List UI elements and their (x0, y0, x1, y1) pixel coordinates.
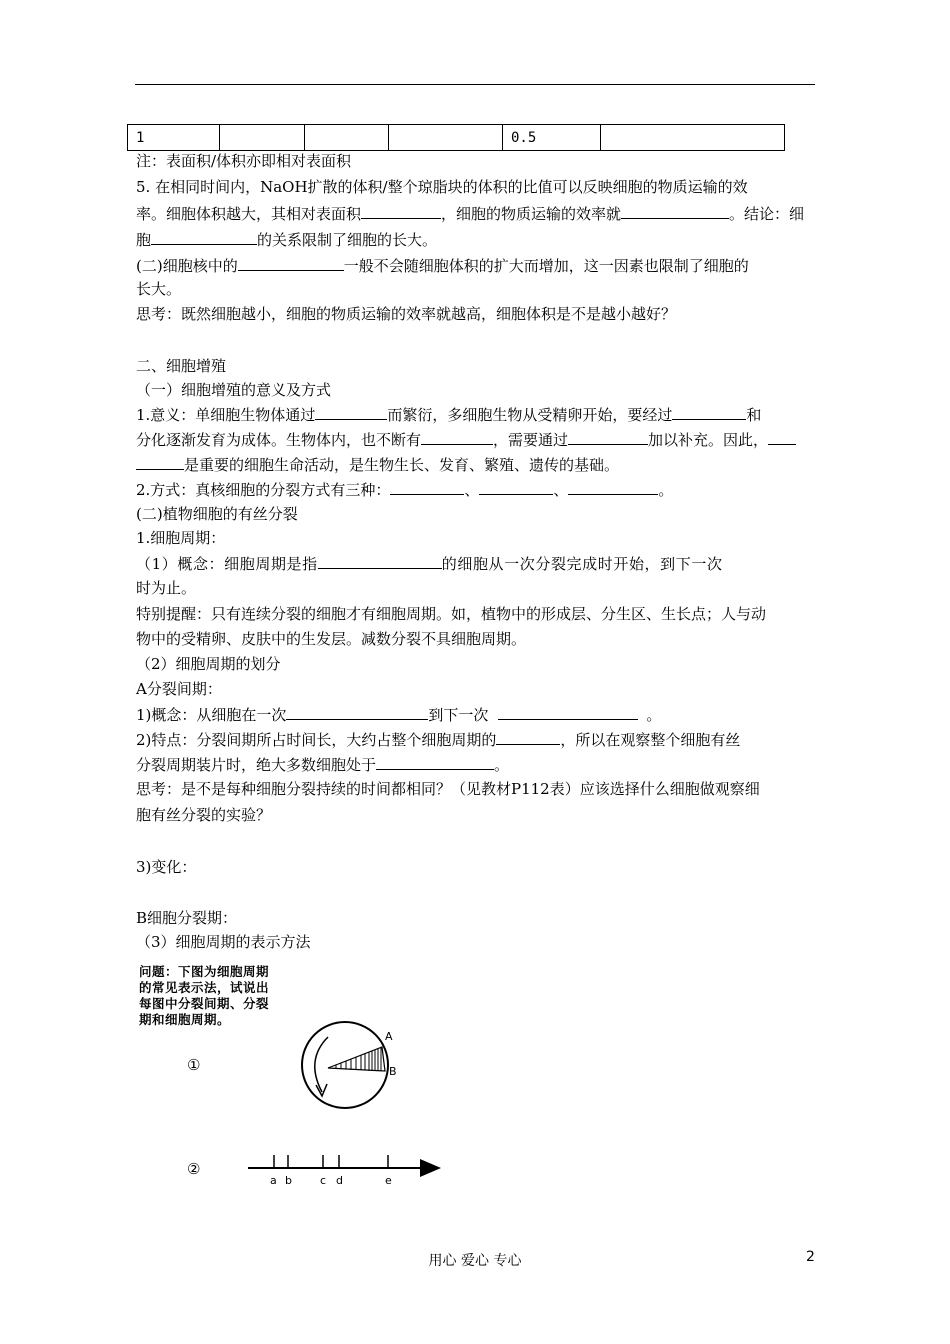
point-label-a: A (385, 1030, 393, 1043)
text: 1.意义：单细胞生物体通过 (136, 406, 316, 424)
figure-question-line: 每图中分裂间期、分裂 (139, 996, 270, 1011)
paragraph-line: 长大。 (136, 280, 182, 298)
text: （1）概念：细胞周期是指 (136, 555, 318, 573)
paragraph-line: A分裂间期： (136, 680, 222, 698)
tick-label-a: a (270, 1174, 277, 1187)
sector-hatching (336, 1048, 381, 1071)
text: 加以补充。因此， (648, 431, 769, 449)
paragraph-line: 时为止。 (136, 579, 197, 597)
subsection-heading: （一）细胞增殖的意义及方式 (136, 381, 332, 399)
paragraph-line: （2）细胞周期的划分 (136, 655, 281, 673)
page-number: 2 (806, 1249, 815, 1265)
cycle-arrow (315, 1037, 328, 1092)
paragraph-line: 1.细胞周期： (136, 529, 226, 547)
table-cell: 1 (128, 125, 220, 151)
text: 、 (553, 481, 569, 499)
tick-label-b: b (285, 1174, 292, 1187)
table-cell: 0.5 (503, 125, 601, 151)
timeline-arrowhead (420, 1159, 441, 1177)
tip-line: 特别提醒：只有连续分裂的细胞才有细胞周期。如，植物中的形成层、分生区、生长点；人与动 (136, 605, 767, 623)
figure-question-line: 期和细胞周期。 (139, 1012, 231, 1027)
text: 。 (658, 481, 674, 499)
text: ，所以在观察整个细胞有丝 (560, 731, 741, 749)
tick-label-c: c (320, 1174, 327, 1187)
tick-label-e: e (385, 1174, 392, 1187)
text: 。结论：细 (729, 205, 805, 223)
paragraph-line: （3）细胞周期的表示方法 (136, 933, 311, 951)
text: 。 (646, 706, 662, 724)
text: (二)细胞核中的 (136, 257, 238, 275)
text: 而繁衍，多细胞生物从受精卵开始，要经过 (387, 406, 673, 424)
paragraph-line: 5. 在相同时间内，NaOH扩散的体积/整个琼脂块的体积的比值可以反映细胞的物质运输的效 (136, 178, 748, 196)
text: 率。细胞体积越大，其相对表面积 (136, 205, 362, 223)
text: 一般不会随细胞体积的扩大而增加，这一因素也限制了细胞的 (343, 257, 749, 275)
think-question: 思考：既然细胞越小，细胞的物质运输的效率就越高，细胞体积是不是越小越好？ (136, 305, 677, 323)
tip-line: 物中的受精卵、皮肤中的生发层。减数分裂不具细胞周期。 (136, 630, 527, 648)
figure-question-line: 问题：下图为细胞周期 (139, 964, 270, 979)
think-question: 胞有丝分裂的实验？ (136, 806, 272, 824)
text: ，细胞的物质运输的效率就 (441, 205, 622, 223)
text: 2)特点：分裂间期所占时间长，大约占整个细胞周期的 (136, 731, 497, 749)
text: 2.方式：真核细胞的分裂方式有三种： (136, 481, 391, 499)
subsection-heading: (二)植物细胞的有丝分裂 (136, 505, 298, 523)
section-heading: 二、细胞增殖 (136, 357, 227, 375)
paragraph-line: 3)变化： (136, 858, 197, 876)
figure-question-line: 的常见表示法，试说出 (139, 980, 270, 995)
text: 到下一次 (428, 706, 489, 724)
table-note: 注：表面积/体积亦即相对表面积 (136, 152, 352, 170)
text: 的关系限制了细胞的长大。 (257, 231, 438, 249)
paragraph-line: B细胞分裂期： (136, 909, 238, 927)
text: 、 (464, 481, 480, 499)
text: 胞 (136, 231, 152, 249)
text: 是重要的细胞生命活动，是生物生长、发育、繁殖、遗传的基础。 (184, 456, 620, 474)
point-label-b: B (389, 1065, 397, 1078)
text: 分化逐渐发育为成体。生物体内，也不断有 (136, 431, 422, 449)
text: 1)概念：从细胞在一次 (136, 706, 287, 724)
text: ，需要通过 (493, 431, 569, 449)
text: 和 (746, 406, 762, 424)
timeline-ticks (274, 1155, 388, 1168)
text: 的细胞从一次分裂完成时开始，到下一次 (441, 555, 723, 573)
tick-label-d: d (336, 1174, 343, 1187)
figure-label-1: ① (187, 1056, 201, 1074)
text: 。 (494, 756, 510, 774)
page-footer: 用心 爱心 专心 (428, 1253, 522, 1269)
think-question: 思考：是不是每种细胞分裂持续的时间都相同？（见教材P112表）应该选择什么细胞做观察细 (136, 780, 760, 798)
text: 分裂周期装片时，绝大多数细胞处于 (136, 756, 377, 774)
figure-label-2: ② (187, 1160, 201, 1178)
